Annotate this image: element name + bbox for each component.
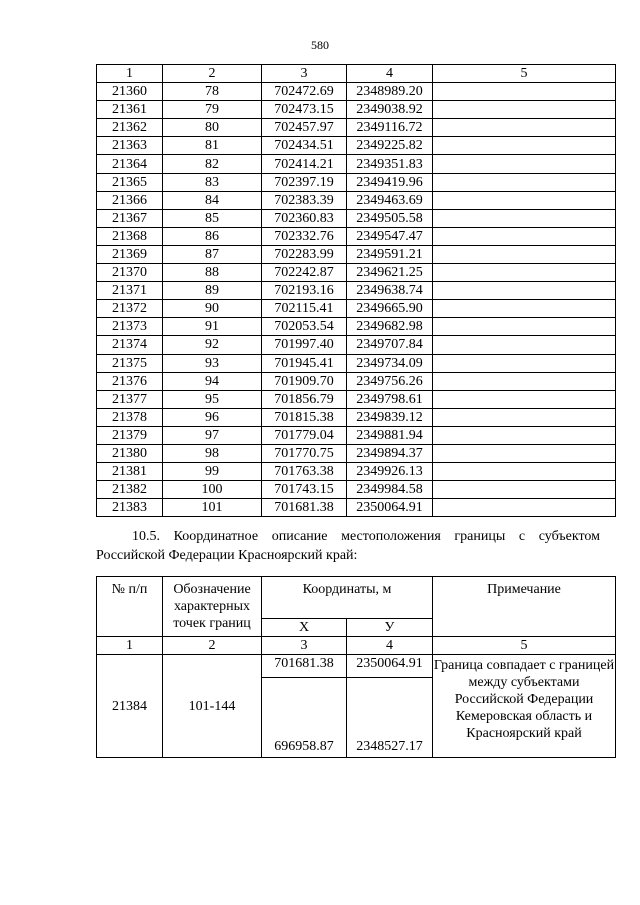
table-cell: 21373: [97, 318, 163, 336]
table-cell: 21368: [97, 227, 163, 245]
table-cell: 701815.38: [262, 408, 347, 426]
table-cell: 2350064.91: [347, 499, 433, 517]
number-cell: 5: [433, 637, 616, 655]
table-cell: 702242.87: [262, 264, 347, 282]
table-cell: [433, 83, 616, 101]
table-row: [97, 245, 616, 263]
table-row: [97, 481, 616, 499]
number-cell: 4: [347, 637, 433, 655]
table-cell: 83: [163, 173, 262, 191]
table-row: [97, 499, 616, 517]
table-cell: 702434.51: [262, 137, 347, 155]
table-cell: 95: [163, 390, 262, 408]
table-row: [97, 227, 616, 245]
table-cell: 84: [163, 191, 262, 209]
table-cell: 2349419.96: [347, 173, 433, 191]
table-cell: 701743.15: [262, 481, 347, 499]
table-cell: 702332.76: [262, 227, 347, 245]
table-cell: 701945.41: [262, 354, 347, 372]
header-designation: Обозначение характерных точек границ: [163, 577, 262, 637]
table-cell: 2349707.84: [347, 336, 433, 354]
table-row: [97, 209, 616, 227]
table-row: [97, 264, 616, 282]
table-cell: 97: [163, 426, 262, 444]
table-cell: 2349881.94: [347, 426, 433, 444]
table-cell: [433, 209, 616, 227]
table-cell: 702383.39: [262, 191, 347, 209]
table-cell: [433, 408, 616, 426]
table-cell: 87: [163, 245, 262, 263]
coordinates-table: [96, 64, 616, 517]
header-coordinates: Координаты, м: [262, 577, 433, 619]
row-y1: 2350064.91: [347, 655, 433, 678]
table-cell: 86: [163, 227, 262, 245]
table-cell: 2349638.74: [347, 282, 433, 300]
table-cell: 702457.97: [262, 119, 347, 137]
table-cell: [433, 245, 616, 263]
number-cell: 1: [97, 637, 163, 655]
section-line-2: Российской Федерации Красноярский край:: [96, 548, 358, 563]
page-number: 580: [311, 38, 329, 52]
table-cell: [433, 372, 616, 390]
row-x2: 696958.87: [262, 678, 347, 758]
table-cell: 2349038.92: [347, 101, 433, 119]
table-cell: 701909.70: [262, 372, 347, 390]
table-cell: 702193.16: [262, 282, 347, 300]
header-x: Х: [262, 619, 347, 637]
row-designation: 101-144: [163, 655, 262, 758]
table-row: [97, 83, 616, 101]
border-description-table: [96, 576, 616, 758]
table-cell: 2349894.37: [347, 444, 433, 462]
header-y: У: [347, 619, 433, 637]
table-cell: 100: [163, 481, 262, 499]
header-cell: 4: [347, 65, 433, 83]
table-row: [97, 390, 616, 408]
table-cell: 21372: [97, 300, 163, 318]
table-cell: [433, 119, 616, 137]
table-cell: 2349463.69: [347, 191, 433, 209]
table-cell: 21379: [97, 426, 163, 444]
table-row: [97, 372, 616, 390]
table-cell: 702053.54: [262, 318, 347, 336]
table-cell: 88: [163, 264, 262, 282]
table-cell: 2349798.61: [347, 390, 433, 408]
table-cell: 81: [163, 137, 262, 155]
header-cell: 1: [97, 65, 163, 83]
table-cell: 701763.38: [262, 463, 347, 481]
table-cell: [433, 282, 616, 300]
table-cell: [433, 318, 616, 336]
table-cell: 85: [163, 209, 262, 227]
table-cell: 2349225.82: [347, 137, 433, 155]
table-cell: [433, 191, 616, 209]
table-cell: 2348989.20: [347, 83, 433, 101]
table-cell: 702115.41: [262, 300, 347, 318]
table-cell: 701856.79: [262, 390, 347, 408]
table-cell: 2349839.12: [347, 408, 433, 426]
table-cell: 2349682.98: [347, 318, 433, 336]
table-cell: [433, 463, 616, 481]
header-note: Примечание: [433, 577, 616, 637]
table-cell: 702360.83: [262, 209, 347, 227]
table-cell: [433, 101, 616, 119]
table-cell: 2349116.72: [347, 119, 433, 137]
section-line-1: 10.5. Координатное описание местоположения границы с субъектом: [132, 529, 600, 544]
table-cell: 21365: [97, 173, 163, 191]
table-row: [97, 300, 616, 318]
header-cell: 2: [163, 65, 262, 83]
table-cell: 21370: [97, 264, 163, 282]
table-cell: 21382: [97, 481, 163, 499]
table-cell: [433, 336, 616, 354]
header-num: № п/п: [97, 577, 163, 637]
header-cell: 3: [262, 65, 347, 83]
table-row: [97, 426, 616, 444]
table-cell: 21374: [97, 336, 163, 354]
table-cell: 21362: [97, 119, 163, 137]
table-cell: 21378: [97, 408, 163, 426]
table-cell: [433, 173, 616, 191]
table-cell: [433, 137, 616, 155]
table-cell: 82: [163, 155, 262, 173]
table-cell: 21366: [97, 191, 163, 209]
table-cell: 98: [163, 444, 262, 462]
table-cell: 702414.21: [262, 155, 347, 173]
table-cell: 702473.15: [262, 101, 347, 119]
table-cell: [433, 481, 616, 499]
table-cell: [433, 426, 616, 444]
table-cell: [433, 155, 616, 173]
table-cell: 702283.99: [262, 245, 347, 263]
row-x1: 701681.38: [262, 655, 347, 678]
table-cell: 2349984.58: [347, 481, 433, 499]
table-cell: 2349351.83: [347, 155, 433, 173]
table-cell: [433, 354, 616, 372]
table-cell: 701681.38: [262, 499, 347, 517]
table-cell: 701770.75: [262, 444, 347, 462]
table-cell: 96: [163, 408, 262, 426]
row-y2: 2348527.17: [347, 678, 433, 758]
table-cell: 21375: [97, 354, 163, 372]
table-cell: [433, 264, 616, 282]
table-cell: 93: [163, 354, 262, 372]
table-cell: [433, 390, 616, 408]
table-cell: 701779.04: [262, 426, 347, 444]
table-cell: 2349665.90: [347, 300, 433, 318]
table-cell: 21380: [97, 444, 163, 462]
table-row: [97, 463, 616, 481]
table-cell: 21371: [97, 282, 163, 300]
table-row: [97, 354, 616, 372]
table-cell: 21360: [97, 83, 163, 101]
table-cell: 89: [163, 282, 262, 300]
table-cell: 21381: [97, 463, 163, 481]
table-cell: 80: [163, 119, 262, 137]
table-row: [97, 408, 616, 426]
table-cell: 21363: [97, 137, 163, 155]
table-row: [97, 191, 616, 209]
table-cell: 79: [163, 101, 262, 119]
row-note: Граница совпадает с границей между субъектами Российской Федерации Кемеровская область и Красноярский край: [433, 655, 616, 758]
table-cell: 21376: [97, 372, 163, 390]
table-cell: [433, 444, 616, 462]
section-paragraph: [96, 527, 600, 565]
row-num: 21384: [97, 655, 163, 758]
table-cell: 21367: [97, 209, 163, 227]
table-cell: 2349926.13: [347, 463, 433, 481]
table-cell: 702397.19: [262, 173, 347, 191]
table-cell: 2349591.21: [347, 245, 433, 263]
table-cell: 2349756.26: [347, 372, 433, 390]
table-cell: 21383: [97, 499, 163, 517]
table-row: [97, 101, 616, 119]
table-row: [97, 282, 616, 300]
table-cell: 21361: [97, 101, 163, 119]
table-row: [97, 137, 616, 155]
table-cell: 701997.40: [262, 336, 347, 354]
table-cell: [433, 499, 616, 517]
table-cell: 21369: [97, 245, 163, 263]
table-row: [97, 318, 616, 336]
table-cell: 702472.69: [262, 83, 347, 101]
header-cell: 5: [433, 65, 616, 83]
table-cell: 21377: [97, 390, 163, 408]
table-row: [97, 444, 616, 462]
table-cell: 2349547.47: [347, 227, 433, 245]
table-cell: 2349734.09: [347, 354, 433, 372]
table-cell: 99: [163, 463, 262, 481]
table-cell: 91: [163, 318, 262, 336]
table-cell: 2349621.25: [347, 264, 433, 282]
table-cell: [433, 300, 616, 318]
table-cell: 94: [163, 372, 262, 390]
number-cell: 3: [262, 637, 347, 655]
table-cell: 2349505.58: [347, 209, 433, 227]
number-cell: 2: [163, 637, 262, 655]
table-header-row: [97, 65, 616, 83]
table-cell: 90: [163, 300, 262, 318]
table-row: [97, 336, 616, 354]
table-row: [97, 119, 616, 137]
table-cell: 101: [163, 499, 262, 517]
table-cell: [433, 227, 616, 245]
table-cell: 21364: [97, 155, 163, 173]
table-cell: 92: [163, 336, 262, 354]
table-row: [97, 173, 616, 191]
table-row: [97, 155, 616, 173]
table-cell: 78: [163, 83, 262, 101]
